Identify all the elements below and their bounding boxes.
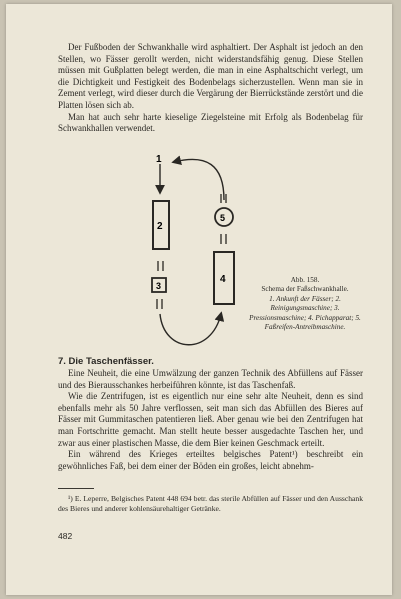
caption-title: Abb. 158. bbox=[290, 276, 320, 284]
footnote: ¹) E. Leperre, Belgisches Patent 448 694 betr. das sterile Abfüllen auf Fässer und den Ausschank des Bieres und anderer kohlensäurehaltiger Getränke. bbox=[58, 494, 363, 513]
body-paragraph-2: Wie die Zentrifugen, ist es eigentlich nur eine sehr alte Neuheit, denn es sind ebenfalls mehr als 50 Jahre verflossen, seit man sich das Abfüllen des Bieres auf Fässer mit Gummitaschen patentieren ließ. Aber genau wie bei den Zentrifugen hat man Fortschritte gemacht. Man stellt heute besser ausgedachte Taschen her, und zwar aus einer plastischen Masse, die dem Bier keinen Geschmack erteilt. bbox=[58, 391, 363, 448]
intro-paragraph-1: Der Fußboden der Schwankhalle wird asphaltiert. Der Asphalt ist jedoch an den Stellen, wo Fässer gerollt werden, nicht widerstandsfähig genug. Diese Stellen müssen mit Gußplatten belegt werden, die man in eine Asphaltschicht verlegt, um die Dichtigkeit und Festigkeit des Bodenbelags sicherzustellen. Wenn man sie in Zement verlegt, wird dieser durch die Vergärung der Bierrückstände zerstört und die Platten lösen sich ab. bbox=[58, 42, 363, 110]
book-page bbox=[6, 4, 392, 595]
body-paragraph-1: Eine Neuheit, die eine Umwälzung der ganzen Technik des Abfüllens auf Fässer und des Bierausschankes herbeiführen könnte, ist das Taschenfaß. bbox=[58, 368, 363, 390]
arc-bottom bbox=[160, 314, 221, 345]
label-3: 3 bbox=[156, 281, 162, 291]
caption-legend: 1. Ankunft der Fässer; 2. Reinigungsmaschine; 3. Pressionsmaschine; 4. Pichapparat; 5. Faßreifen-Antreibmaschine. bbox=[249, 294, 361, 332]
caption-subtitle: Schema der Faßschwankhalle. bbox=[261, 285, 349, 294]
figure-caption bbox=[246, 276, 364, 332]
label-4: 4 bbox=[220, 274, 226, 285]
section-heading: 7. Die Taschenfässer. bbox=[58, 356, 154, 367]
label-5: 5 bbox=[220, 213, 226, 223]
footnote-rule bbox=[58, 488, 94, 489]
label-2: 2 bbox=[157, 221, 163, 232]
label-1: 1 bbox=[156, 154, 162, 165]
intro-paragraph-2: Man hat auch sehr harte kieselige Ziegelsteine mit Erfolg als Bodenbelag für Schwankhallen verwendet. bbox=[58, 111, 363, 134]
page-number: 482 bbox=[58, 531, 73, 541]
arc-top bbox=[174, 159, 224, 200]
body-paragraph-3: Ein während des Krieges erteiltes belgisches Patent¹) beschreibt ein gewöhnliches Faß, bei dem einer der Böden ein großes, leicht abnehm- bbox=[58, 449, 363, 471]
body-text bbox=[58, 368, 363, 472]
